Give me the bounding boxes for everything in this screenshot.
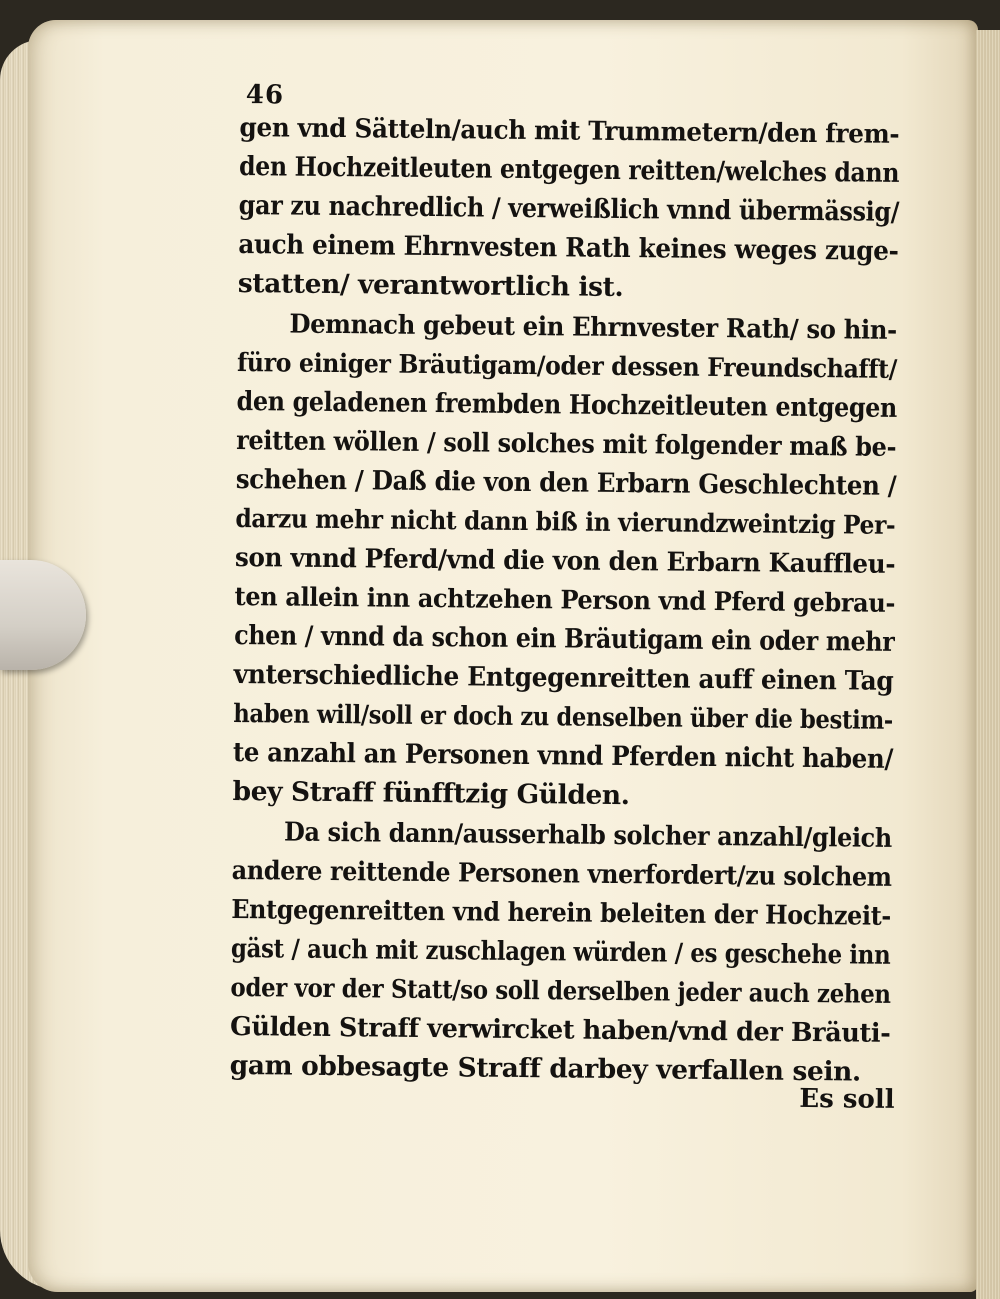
text-line: chen / vnnd da schon ein Bräutigam ein oder mehr [234, 619, 895, 658]
paragraph-start-line: Demnach gebeut ein Ehrnvester Rath/ so hin- [289, 309, 897, 346]
text-line: gam obbesagte Straff darbey verfallen sein. [229, 1049, 861, 1088]
page-text-block [229, 80, 920, 1127]
text-line: gen vnd Sätteln/auch mit Trummetern/den frem- [239, 112, 900, 150]
text-line: statten/ verantwortlich ist. [237, 267, 624, 304]
text-line: oder vor der Statt/so soll derselben jeder auch zehen [230, 972, 891, 1010]
text-line: haben will/soll er doch zu denselben über die bestim- [233, 698, 894, 736]
text-line: gar zu nachredlich / verweißlich vnnd übermässig/ [238, 189, 900, 228]
text-line: reitten wöllen / soll solches mit folgender maß be- [236, 425, 897, 463]
text-line: Gülden Straff verwircket haben/vnd der Bräuti- [229, 1011, 891, 1049]
book-page-edges-right [976, 30, 1000, 1299]
text-line: den geladenen frembden Hochzeitleuten entgegen [236, 385, 898, 424]
text-line: darzu mehr nicht dann biß in vierundzweintzig Per- [235, 503, 896, 541]
text-line: füro einiger Bräutigam/oder dessen Freundschafft/ [236, 347, 898, 385]
text-line: gäst / auch mit zuschlagen würden / es geschehe inn [230, 933, 891, 971]
text-line: vnterschiedliche Entgegenreitten auff einen Tag [233, 658, 894, 697]
text-line: auch einem Ehrnvesten Rath keines weges zuge- [238, 228, 899, 267]
text-line: Entgegenreitten vnd herein beleiten der Hochzeit- [231, 894, 892, 932]
text-line: andere reittende Personen vnerfordert/zu solchem [231, 855, 892, 893]
text-line: schehen / Daß die von den Erbarn Geschlechten / [235, 463, 897, 502]
catchword: Es soll [799, 1083, 895, 1115]
paragraph-start-line: Da sich dann/ausserhalb solcher anzahl/gleich [283, 817, 893, 854]
text-line: son vnnd Pferd/vnd die von den Erbarn Kauffleu- [234, 542, 896, 580]
text-line: ten allein inn achtzehen Person vnd Pferd gebrau- [234, 581, 896, 619]
text-line: bey Straff fünfftzig Gülden. [232, 775, 630, 812]
page-number: 46 [245, 80, 285, 111]
text-line: den Hochzeitleuten entgegen reitten/welches dann [238, 150, 900, 189]
text-line: te anzahl an Personen vnnd Pferden nicht haben/ [232, 736, 894, 775]
